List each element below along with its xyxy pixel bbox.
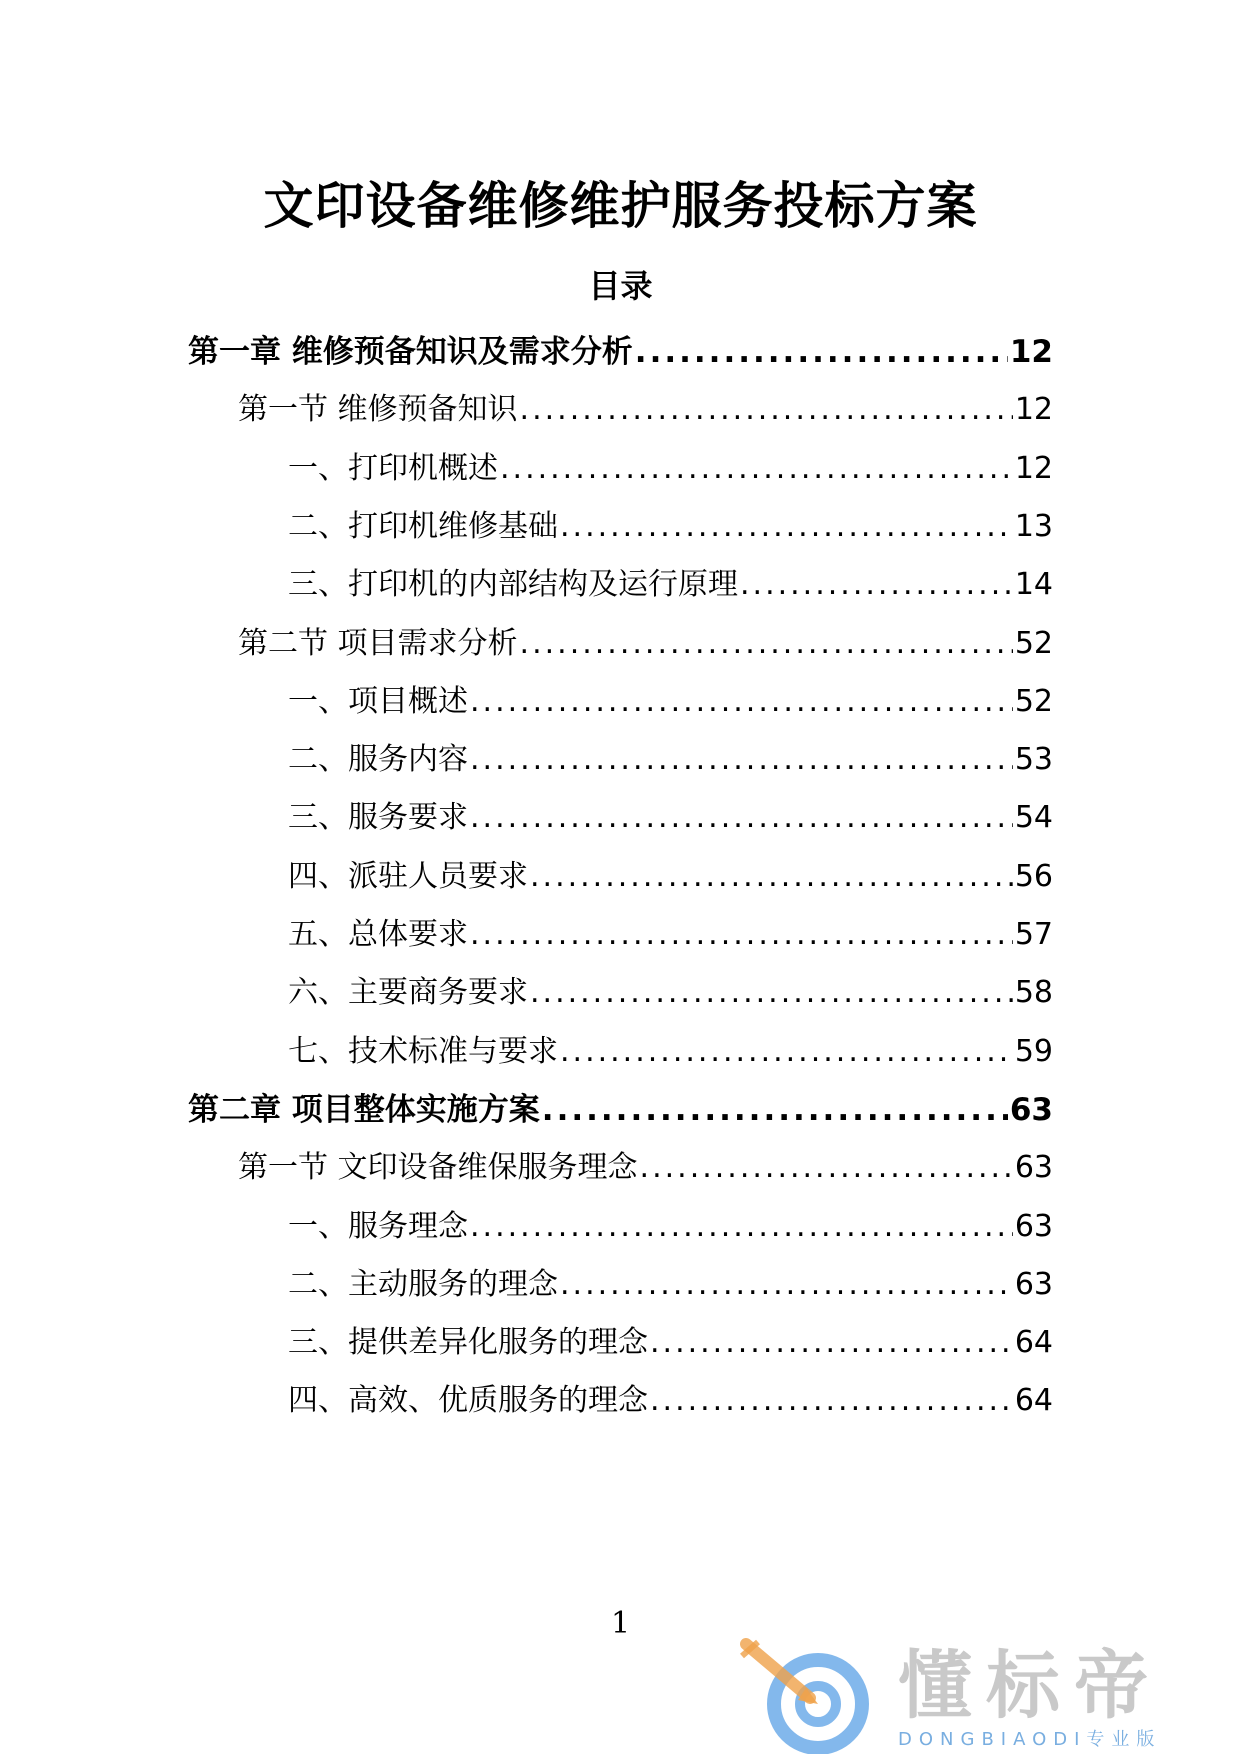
toc-dot-leader [520, 622, 1013, 666]
toc-entry-label: 二、打印机维修基础 [288, 508, 558, 544]
toc-dot-leader [560, 505, 1013, 549]
toc-entry-page: 58 [1014, 975, 1053, 1011]
toc-entry-label: 三、服务要求 [288, 800, 468, 836]
toc-entry-page: 63 [1014, 1150, 1053, 1186]
watermark [740, 1638, 1241, 1754]
toc-dot-leader [470, 680, 1013, 724]
toc-heading: 目录 [588, 267, 653, 305]
toc-entry-label: 一、打印机概述 [288, 450, 498, 486]
toc-entry-label: 七、技术标准与要求 [288, 1033, 558, 1069]
toc-entry-page: 52 [1014, 625, 1053, 661]
toc-dot-leader [635, 330, 1008, 374]
toc-dot-leader [470, 913, 1013, 957]
toc-entry-page: 54 [1014, 800, 1053, 836]
toc-entry-label: 三、提供差异化服务的理念 [288, 1325, 648, 1361]
toc-dot-leader [740, 563, 1013, 607]
toc-entry[interactable] [288, 563, 1053, 607]
toc-entry[interactable] [288, 738, 1053, 782]
toc-dot-leader [530, 971, 1013, 1015]
toc-entry[interactable] [188, 330, 1053, 374]
toc-entry-page: 53 [1014, 742, 1053, 778]
toc-entry-label: 第一节 文印设备维保服务理念 [238, 1150, 638, 1186]
toc-entry-page: 64 [1014, 1325, 1053, 1361]
toc-dot-leader [542, 1088, 1008, 1132]
toc-dot-leader [470, 1205, 1013, 1249]
toc-dot-leader [530, 855, 1013, 899]
toc-entry[interactable] [288, 505, 1053, 549]
toc-dot-leader [650, 1379, 1013, 1423]
toc-entry-page: 12 [1014, 450, 1053, 486]
toc-entry[interactable] [288, 1379, 1053, 1423]
document-title: 文印设备维修维护服务投标方案 [263, 177, 978, 235]
toc-entry-label: 第一节 维修预备知识 [238, 392, 518, 428]
toc-entry-page: 12 [1009, 334, 1053, 370]
toc-dot-leader [560, 1263, 1013, 1307]
toc-entry[interactable] [238, 388, 1053, 432]
toc-entry-page: 59 [1014, 1033, 1053, 1069]
toc-entry-label: 第二节 项目需求分析 [238, 625, 518, 661]
toc-entry[interactable] [238, 1146, 1053, 1190]
toc-entry-label: 第一章 维修预备知识及需求分析 [188, 334, 633, 370]
toc-entry-label: 二、服务内容 [288, 742, 468, 778]
toc-entry-page: 63 [1014, 1266, 1053, 1302]
toc-entry-page: 63 [1009, 1091, 1053, 1128]
toc-entry[interactable] [288, 1321, 1053, 1365]
toc-entry[interactable] [288, 680, 1053, 724]
watermark-subtitle: DONGBIAODI专业版 [898, 1729, 1162, 1750]
toc-entry[interactable] [288, 971, 1053, 1015]
toc-entry-page: 56 [1014, 858, 1053, 894]
toc-entry-label: 一、项目概述 [288, 683, 468, 719]
toc-entry-label: 六、主要商务要求 [288, 975, 528, 1011]
toc-entry-page: 12 [1014, 392, 1053, 428]
toc-entry[interactable] [188, 1088, 1053, 1132]
toc-dot-leader [650, 1321, 1013, 1365]
toc-entry[interactable] [288, 1205, 1053, 1249]
toc-entry-page: 13 [1014, 508, 1053, 544]
watermark-brand: 懂标帝 [898, 1643, 1162, 1729]
toc-entry[interactable] [288, 1030, 1053, 1074]
toc-entry[interactable] [288, 447, 1053, 491]
target-arrow-icon [740, 1638, 880, 1754]
toc-entry[interactable] [288, 855, 1053, 899]
toc-dot-leader [470, 796, 1013, 840]
toc-entry-label: 二、主动服务的理念 [288, 1266, 558, 1302]
toc-entry-label: 五、总体要求 [288, 917, 468, 952]
toc-entry[interactable] [288, 913, 1053, 957]
toc-dot-leader [560, 1030, 1013, 1074]
toc-entry-label: 一、服务理念 [288, 1208, 468, 1244]
toc-entry-page: 52 [1014, 683, 1053, 719]
toc-entry-label: 四、高效、优质服务的理念 [288, 1383, 648, 1419]
toc-dot-leader [520, 388, 1013, 432]
toc-dot-leader [470, 738, 1013, 782]
page-number: 1 [610, 1606, 631, 1641]
toc-entry-page: 57 [1014, 917, 1053, 952]
toc-entry-label: 第二章 项目整体实施方案 [188, 1091, 540, 1128]
toc-entry[interactable] [238, 622, 1053, 666]
toc-entry-page: 14 [1014, 567, 1053, 603]
toc-entry[interactable] [288, 796, 1053, 840]
toc-entry-label: 四、派驻人员要求 [288, 858, 528, 894]
toc-entry-page: 63 [1014, 1208, 1053, 1244]
toc-dot-leader [500, 447, 1013, 491]
toc-dot-leader [640, 1146, 1013, 1190]
toc-entry-page: 64 [1014, 1383, 1053, 1419]
toc-entry-label: 三、打印机的内部结构及运行原理 [288, 567, 738, 603]
toc-entry[interactable] [288, 1263, 1053, 1307]
